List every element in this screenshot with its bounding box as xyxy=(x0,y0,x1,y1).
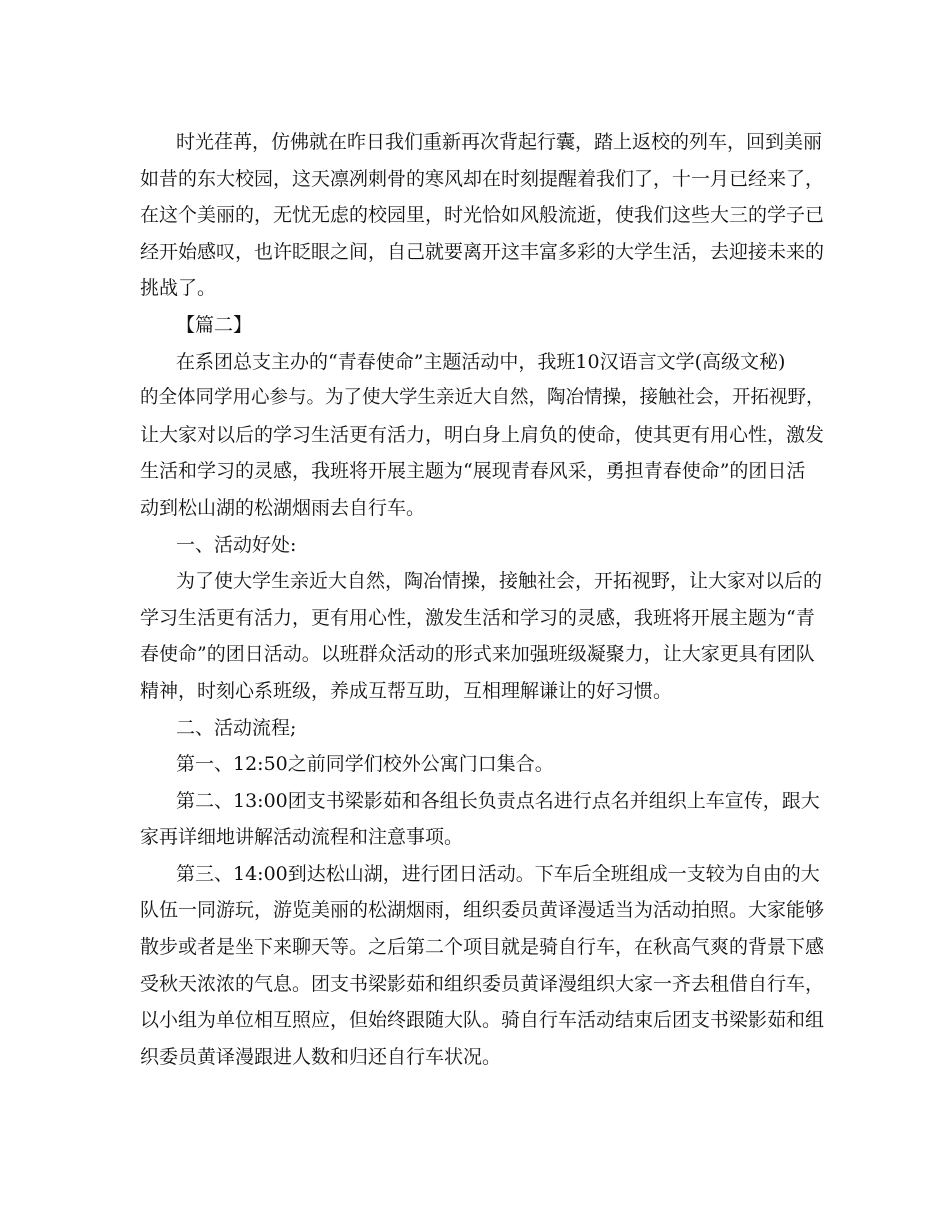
text-line: 第三、14:00到达松山湖，进行团日活动。下车后全班组成一支较为自由的大 xyxy=(176,862,820,885)
text-line: 散步或者是坐下来聊天等。之后第二个项目就是骑自行车，在秋高气爽的背景下感 xyxy=(140,936,825,959)
text-line: 学习生活更有活力，更有用心性，激发生活和学习的灵感，我班将开展主题为“青 xyxy=(140,606,815,629)
text-line: 精神，时刻心系班级，养成互帮互助，互相理解谦让的好习惯。 xyxy=(140,679,673,702)
text-line: 家再详细地讲解活动流程和注意事项。 xyxy=(140,826,464,849)
text-line: 以小组为单位相互照应，但始终跟随大队。骑自行车活动结束后团支书梁影茹和组 xyxy=(140,1009,825,1032)
text-line: 受秋天浓浓的气息。团支书梁影茹和组织委员黄译漫组织大家一齐去租借自行车， xyxy=(140,972,825,995)
text-line: 在这个美丽的，无忧无虑的校园里，时光恰如风般流逝，使我们这些大三的学子已 xyxy=(140,204,825,227)
text-line: 在系团总支主办的“青春使命”主题活动中，我班10汉语言文学(高级文秘) xyxy=(176,350,786,373)
text-line: 二、活动流程; xyxy=(176,716,297,739)
text-line: 生活和学习的灵感，我班将开展主题为“展现青春风采，勇担青春使命”的团日活 xyxy=(140,460,806,483)
text-line: 第一、12:50之前同学们校外公寓门口集合。 xyxy=(176,753,554,776)
text-line: 春使命”的团日活动。以班群众活动的形式来加强班级凝聚力，让大家更具有团队 xyxy=(140,643,815,666)
text-line: 挑战了。 xyxy=(140,277,217,300)
text-line: 如昔的东大校园，这天凛冽刺骨的寒风却在时刻提醒着我们了，十一月已经来了， xyxy=(140,167,825,190)
text-line: 时光荏苒，仿佛就在昨日我们重新再次背起行囊，踏上返校的列车，回到美丽 xyxy=(176,131,823,153)
text-line: 【篇二】 xyxy=(176,313,253,336)
text-line: 经开始感叹，也许眨眼之间，自己就要离开这丰富多彩的大学生活，去迎接未来的 xyxy=(140,240,825,263)
text-line: 一、活动好处: xyxy=(176,533,297,556)
text-line: 织委员黄译漫跟进人数和归还自行车状况。 xyxy=(140,1045,502,1068)
text-line: 的全体同学用心参与。为了使大学生亲近大自然，陶冶情操，接触社会，开拓视野， xyxy=(140,387,825,409)
text-line: 队伍一同游玩，游览美丽的松湖烟雨，组织委员黄译漫适当为活动拍照。大家能够 xyxy=(140,899,825,922)
text-line: 让大家对以后的学习生活更有活力，明白身上肩负的使命，使其更有用心性，激发 xyxy=(140,423,825,446)
text-line: 为了使大学生亲近大自然，陶冶情操，接触社会，开拓视野，让大家对以后的 xyxy=(176,570,823,593)
document-body xyxy=(140,124,830,1075)
text-line: 第二、13:00团支书梁影茹和各组长负责点名进行点名并组织上车宣传，跟大 xyxy=(176,789,820,812)
text-line: 动到松山湖的松湖烟雨去自行车。 xyxy=(140,496,426,519)
